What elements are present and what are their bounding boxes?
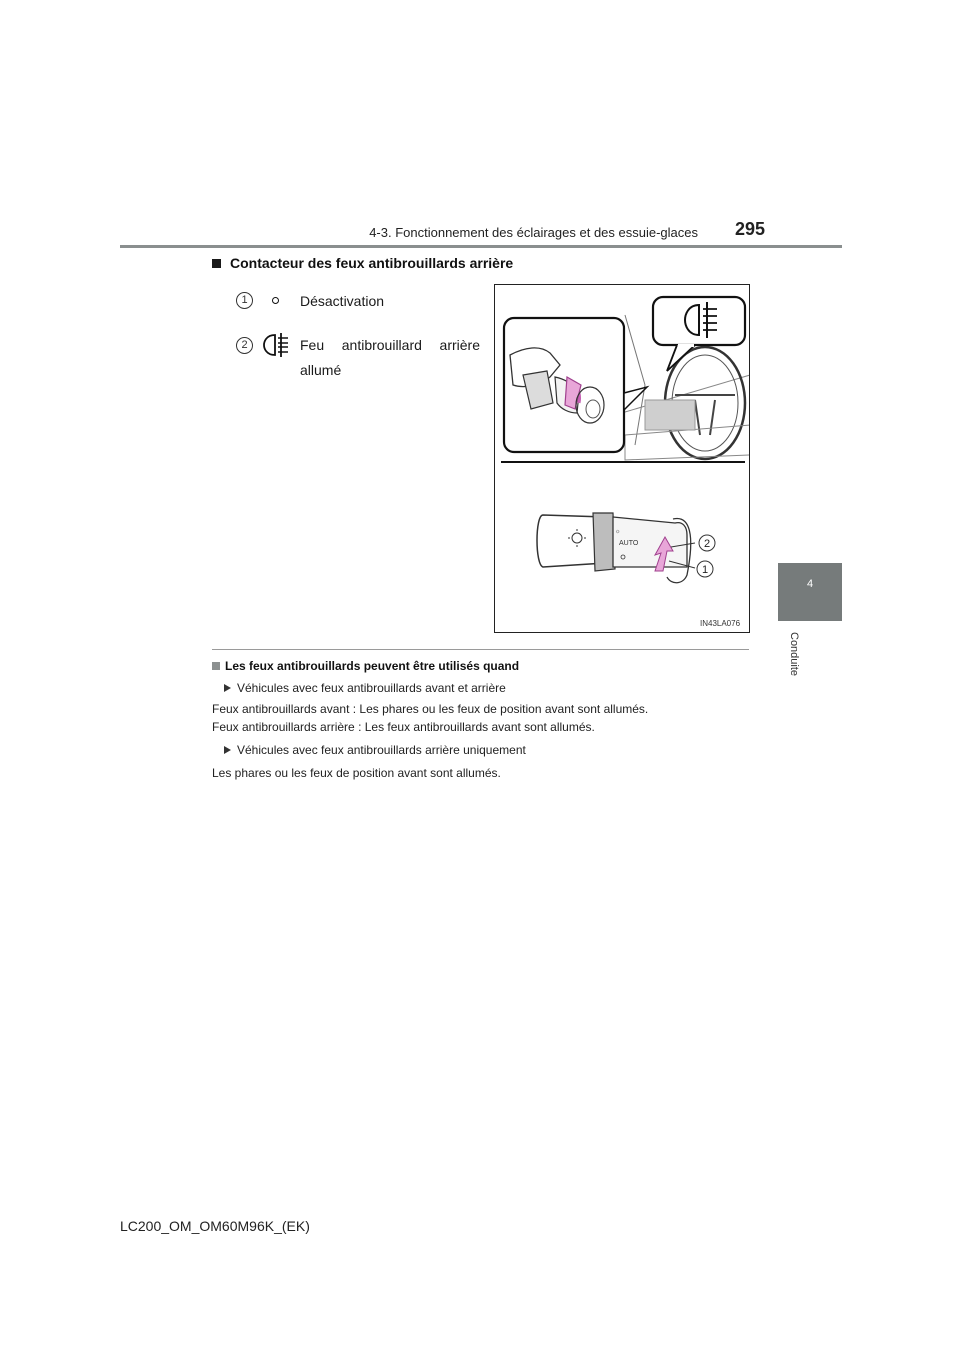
gray-square-icon <box>212 662 220 670</box>
footer-manual-code: LC200_OM_OM60M96K_(EK) <box>120 1218 310 1234</box>
note-bullet-1 <box>224 681 506 695</box>
triangle-bullet-icon <box>224 684 231 692</box>
note-line-2: Feux antibrouillards arrière : Les feux antibrouillards avant sont allumés. <box>212 720 595 734</box>
note-bullet-1-text: Véhicules avec feux antibrouillards avant et arrière <box>237 681 506 695</box>
note-heading-text: Les feux antibrouillards peuvent être utilisés quand <box>225 659 520 673</box>
page-number: 295 <box>735 219 766 239</box>
rear-fog-light-icon <box>262 331 290 359</box>
figure-code: IN43LA076 <box>700 619 741 628</box>
note-line-1: Feux antibrouillards avant : Les phares ou les feux de position avant sont allumés. <box>212 702 649 716</box>
header-rule <box>120 245 842 248</box>
note-heading <box>212 659 519 673</box>
note-line-3: Les phares ou les feux de position avant sont allumés. <box>212 766 501 780</box>
item-text-on-line2: allumé <box>300 362 342 378</box>
section-heading-text: Contacteur des feux antibrouillards arrière <box>230 255 514 271</box>
off-symbol-icon <box>272 297 279 304</box>
svg-text:AUTO: AUTO <box>619 540 639 547</box>
figure-illustration <box>494 284 750 633</box>
square-bullet-icon <box>212 259 221 268</box>
header-section-title: 4-3. Fonctionnement des éclairages et des essuie-glaces <box>369 225 698 240</box>
chapter-tab <box>778 563 842 621</box>
item-number-2: 2 <box>236 337 253 354</box>
notes-rule <box>212 649 749 650</box>
chapter-label: Conduite <box>788 632 800 677</box>
chapter-label-container <box>788 632 808 692</box>
fog-switch-illustration <box>495 285 750 633</box>
svg-text:☼: ☼ <box>615 529 621 535</box>
triangle-bullet-icon <box>224 746 231 754</box>
section-heading <box>212 255 513 271</box>
chapter-number: 4 <box>806 578 814 590</box>
figure-callout-1: 1 <box>701 564 709 576</box>
item-number-1: 1 <box>236 292 253 309</box>
item-text-off: Désactivation <box>300 293 385 309</box>
note-bullet-2 <box>224 743 526 757</box>
item-text-on-line1: Feu antibrouillard arrière <box>300 337 480 353</box>
note-bullet-2-text: Véhicules avec feux antibrouillards arrière uniquement <box>237 743 526 757</box>
figure-callout-2: 2 <box>703 538 711 550</box>
